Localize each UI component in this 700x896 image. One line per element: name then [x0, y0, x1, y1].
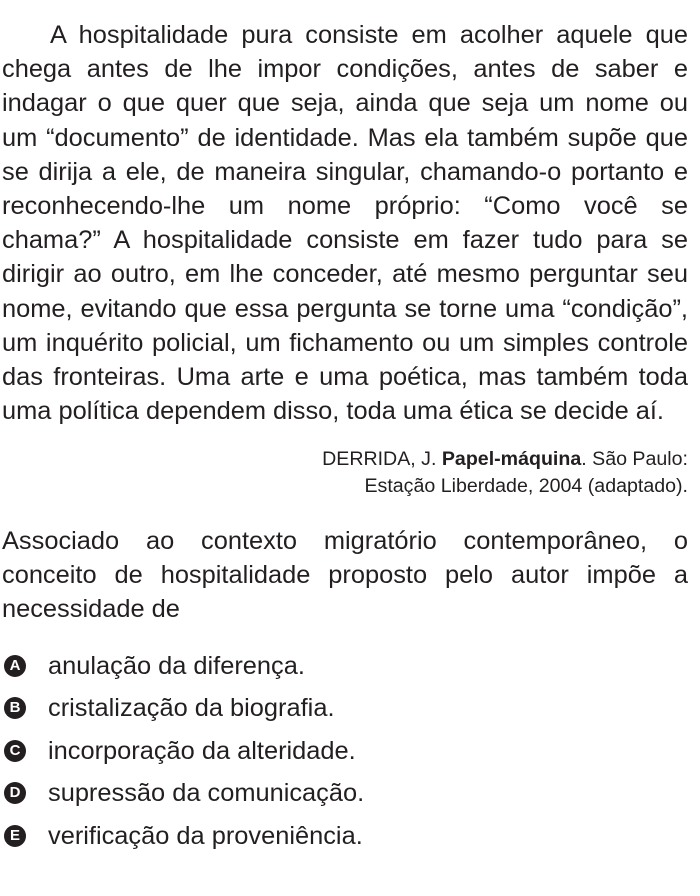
- citation-line-1: [2, 446, 688, 473]
- passage-line: até mesmo perguntar seu nome, evitando que essa: [2, 260, 688, 323]
- passage-line: que se dirija a ele, de maneira singular, chamando-o: [2, 123, 688, 186]
- option-e[interactable]: [2, 814, 688, 857]
- passage-line: A hospitalidade pura consiste em acolher aquele que: [50, 21, 688, 49]
- option-text: anulação da diferença.: [48, 651, 305, 680]
- option-letter-badge: B: [4, 697, 26, 719]
- option-letter-badge: D: [4, 782, 26, 804]
- question-line: necessidade de: [2, 595, 180, 624]
- passage-line: chega antes de lhe impor condições, antes de saber e: [2, 55, 688, 84]
- citation-title: Papel-máquina: [441, 448, 582, 471]
- option-text: verificação da proveniência.: [48, 821, 363, 850]
- passage-line: “Como você se chama?” A hospitalidade consiste em: [2, 192, 688, 255]
- option-c[interactable]: [2, 729, 688, 772]
- option-a[interactable]: [2, 644, 688, 687]
- citation-author: DERRIDA, J.: [322, 448, 442, 471]
- question-line: o conceito de hospitalidade proposto pelo autor impõe a: [2, 527, 688, 590]
- question-line: Associado ao contexto migratório contemporâneo,: [2, 527, 648, 556]
- option-text: cristalização da biografia.: [48, 694, 335, 723]
- passage-line: pergunta se torne uma “condição”, um inquérito policial,: [2, 294, 688, 357]
- option-text: supressão da comunicação.: [48, 779, 365, 808]
- citation-line-2: Estação Liberdade, 2004 (adaptado).: [364, 475, 688, 498]
- passage-line: fazer tudo para se dirigir ao outro, em lhe conceder,: [2, 226, 688, 289]
- passage-text: [2, 18, 688, 428]
- answer-options: [2, 644, 688, 857]
- citation-place: . São Paulo:: [581, 448, 688, 471]
- option-letter-badge: E: [4, 825, 26, 847]
- option-letter-badge: C: [4, 740, 26, 762]
- question-stem: [2, 524, 688, 626]
- passage-line: um “documento” de identidade. Mas ela também supõe: [2, 123, 637, 152]
- option-b[interactable]: [2, 687, 688, 730]
- passage-line: indagar o que quer que seja, ainda que seja um nome ou: [2, 89, 688, 118]
- passage-line: um fichamento ou um simples controle das fronteiras.: [2, 328, 688, 392]
- source-citation: [2, 446, 688, 500]
- passage-line: Uma arte e uma poética, mas também toda uma política: [2, 363, 689, 426]
- passage-line: portanto e reconhecendo-lhe um nome próprio:: [2, 157, 688, 221]
- option-letter-badge: A: [4, 655, 26, 677]
- option-text: incorporação da alteridade.: [48, 736, 356, 765]
- option-d[interactable]: [2, 772, 688, 815]
- passage-line: dependem disso, toda uma ética se decide aí.: [145, 397, 664, 426]
